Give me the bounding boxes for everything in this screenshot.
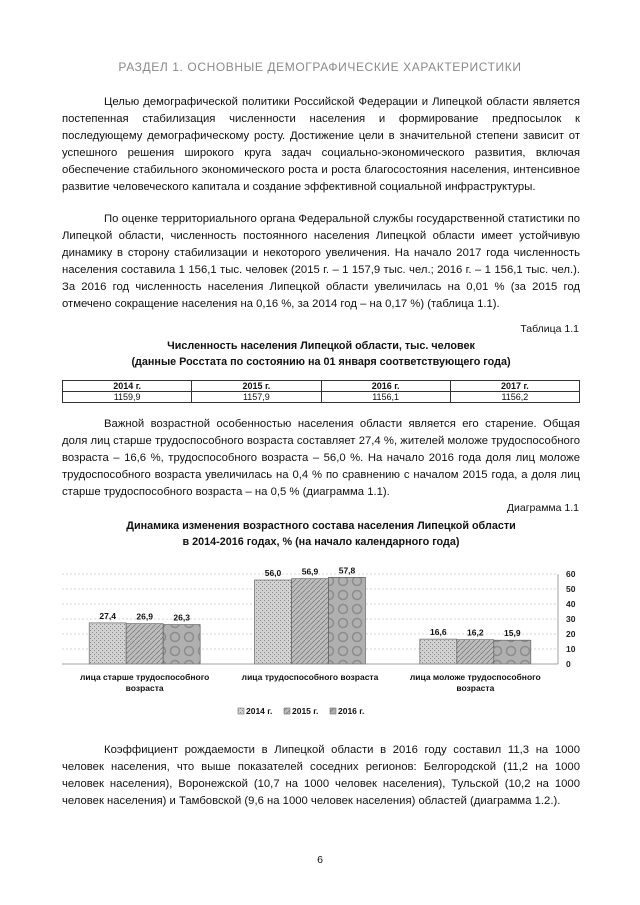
y-tick-label: 60 — [566, 569, 576, 579]
bar — [163, 625, 200, 664]
bar — [292, 579, 329, 664]
chart-caption: Диаграмма 1.1 — [506, 502, 579, 514]
data-label: 56,9 — [301, 566, 319, 577]
legend-swatch — [284, 708, 290, 714]
bar — [420, 639, 457, 664]
paragraph-ageing: Важной возрастной особенностью населения области является его старение. Общая доля лиц старше трудоспособного возраста составляет 27,4 %, жителей моложе трудоспособного возраста – 16,6 %, трудоспособного возраста – 56,0 %. На начало 2016 года доля лиц моложе трудоспособного возраста увеличилась на 0,4 % по сравнению с началом 2015 года, а доля лиц старше трудоспособного возраста – на 0,5 % (диаграмма 1.1). — [62, 418, 580, 498]
x-category-label: лица трудоспособного возраста — [241, 672, 379, 682]
table-caption: Таблица 1.1 — [520, 323, 579, 335]
bar — [89, 623, 126, 664]
y-tick-label: 30 — [566, 614, 576, 624]
y-tick-label: 40 — [566, 599, 576, 609]
legend-label: 2014 г. — [246, 706, 273, 716]
bar — [126, 624, 163, 664]
y-tick-label: 10 — [566, 644, 576, 654]
data-label: 57,8 — [338, 565, 356, 576]
paragraph-birth-rate: Коэффициент рождаемости в Липецкой области в 2016 году составил 11,3 на 1000 человек населения, что выше показателей соседних регионов: Белгородской (11,2 на 1000 человек населения), Воронежской (10,7 на 1000 человек населения), Тульской (10,2 на 1000 человек населения) и Тамбовской (9,6 на 1000 человек населения) областей (диаграмма 1.2.). — [62, 744, 580, 807]
page-number: 6 — [317, 854, 323, 866]
table-title-line-1: Численность населения Липецкой области, тыс. человек — [167, 340, 475, 352]
x-category-label: лица старше трудоспособного — [80, 672, 210, 682]
section-title: РАЗДЕЛ 1. ОСНОВНЫЕ ДЕМОГРАФИЧЕСКИЕ ХАРАКТЕРИСТИКИ — [118, 60, 522, 74]
legend-label: 2015 г. — [292, 706, 319, 716]
table-cell: 1157,9 — [192, 392, 321, 403]
legend-label: 2016 г. — [338, 706, 365, 716]
chart-title-line-1: Динамика изменения возрастного состава населения Липецкой области — [126, 520, 516, 532]
y-tick-label: 0 — [566, 659, 571, 669]
y-tick-label: 50 — [566, 584, 576, 594]
paragraph-population-estimate: По оценке территориального органа Федеральной службы государственной статистики по Липецкой области, численность постоянного населения Липецкой области имеет устойчивую динамику в сторону стабилизации и некоторого увеличения. На начало 2017 года численность населения составила 1 156,1 тыс. человек (2015 г. – 1 157,9 тыс. чел.; 2016 г. – 1 156,1 тыс. чел.). За 2016 год численность населения Липецкой области увеличилась на 0,01 % (за 2015 год отмечено сокращение населения на 0,16 %, за 2014 год – на 0,17 %) (таблица 1.1). — [62, 213, 580, 310]
table-title-line-2: (данные Росстата по состоянию на 01 января соответствующего года) — [131, 356, 511, 368]
bar — [457, 640, 494, 664]
x-category-label: лица моложе трудоспособного — [409, 672, 541, 682]
bar — [329, 577, 366, 664]
bar — [494, 640, 531, 664]
table-header-cell: 2015 г. — [192, 381, 321, 392]
table-cell: 1159,9 — [63, 392, 192, 403]
paragraph-policy-goal: Целью демографической политики Российской Федерации и Липецкой области является постепенная стабилизация численности населения и формирование предпосылок к последующему демографическому росту. Достижение цели в значительной степени зависит от успешного решения широкого круга задач социально-экономического развития, включая обеспечение стабильного экономического роста и роста благосостояния населения, интенсивное развитие человеческого капитала и создание эффективной социальной инфраструктуры. — [62, 96, 580, 193]
y-tick-label: 20 — [566, 629, 576, 639]
data-label: 26,3 — [173, 612, 190, 623]
data-label: 16,6 — [430, 627, 447, 638]
data-label: 15,9 — [504, 628, 521, 639]
table-cell: 1156,1 — [321, 392, 450, 403]
x-category-label: возраста — [456, 683, 495, 693]
data-label: 16,2 — [467, 627, 484, 638]
table-header-cell: 2014 г. — [63, 381, 192, 392]
table-header-cell: 2017 г. — [450, 381, 579, 392]
data-label: 56,0 — [264, 568, 282, 578]
legend-swatch — [330, 708, 336, 714]
table-header-cell: 2016 г. — [321, 381, 450, 392]
table-cell: 1156,2 — [450, 392, 579, 403]
data-label: 26,9 — [136, 611, 153, 622]
data-label: 27,4 — [99, 610, 116, 621]
x-category-label: возраста — [125, 683, 164, 693]
bar — [255, 580, 292, 664]
legend-swatch — [238, 708, 244, 714]
chart-title-line-2: в 2014-2016 годах, % (на начало календарного года) — [182, 536, 460, 548]
